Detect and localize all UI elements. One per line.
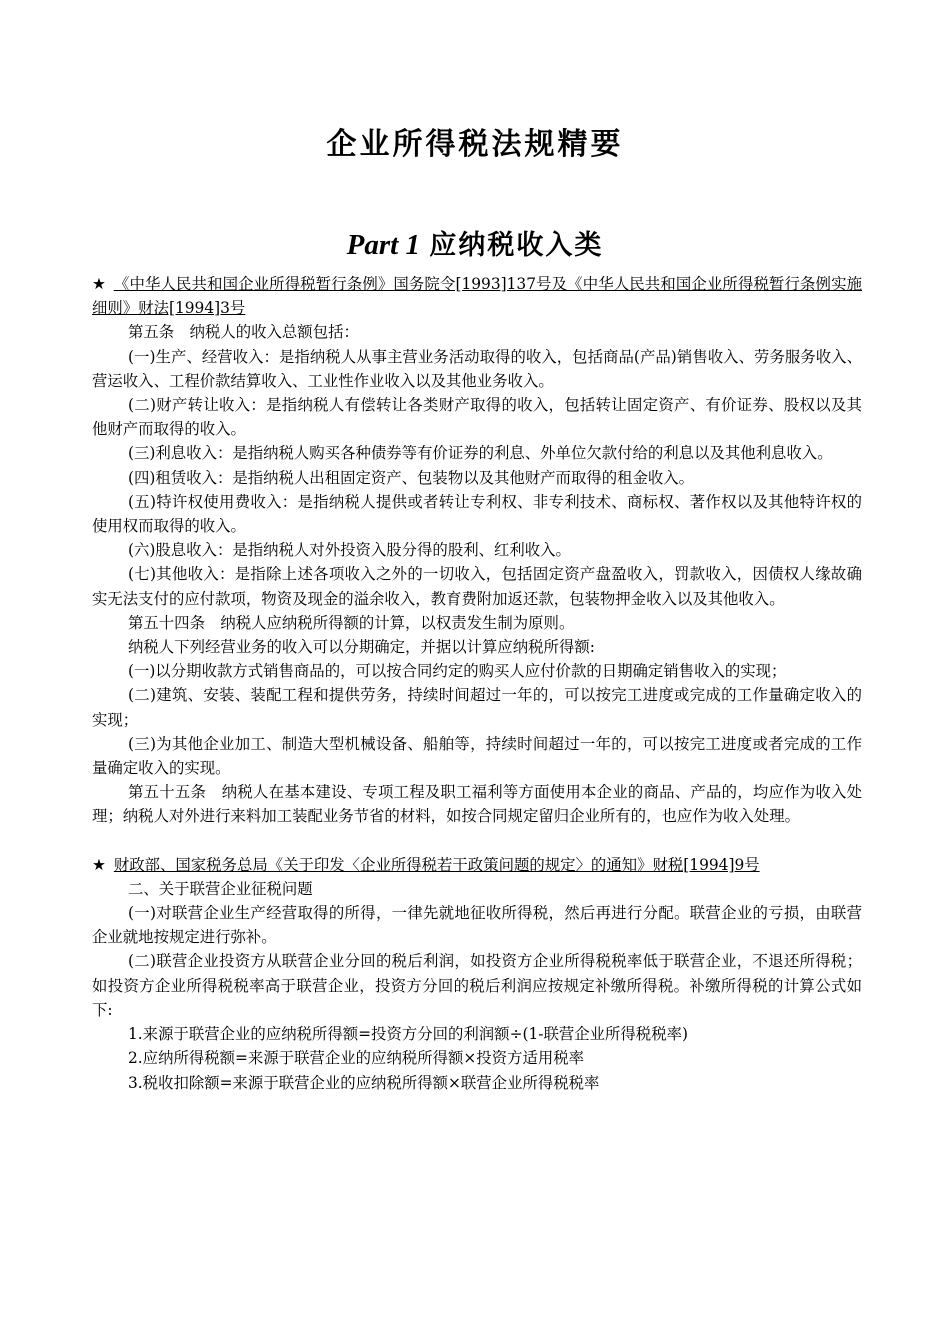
document-title: 企业所得税法规精要 [326,127,624,162]
formula-line: 2.应纳所得税额=来源于联营企业的应纳税所得额×投资方适用税率 [128,1049,585,1068]
formula-line: 1.来源于联营企业的应纳税所得额=投资方分回的利润额÷(1-联营企业所得税税率) [128,1025,688,1044]
clause-paragraph: (三)利息收入：是指纳税人购买各种债券等有价证券的利息、外单位欠款付给的利息以及其他利息收入。 [128,444,833,463]
clause-paragraph: (二)建筑、安装、装配工程和提供劳务，持续时间超过一年的，可以按完工进度或完成的工作量确定收入的实现； [92,686,862,729]
clause-paragraph: (四)租赁收入：是指纳税人出租固定资产、包装物以及其他财产而取得的租金收入。 [128,468,695,487]
source-citation-2 [92,853,862,877]
clause-paragraph: (一)对联营企业生产经营取得的所得，一律先就地征收所得税，然后再进行分配。联营企业的亏损，由联营企业就地按规定进行弥补。 [92,904,862,947]
star-icon: ★ [92,275,106,293]
clause-paragraph: (一)以分期收款方式销售商品的，可以按合同约定的购买人应付价款的日期确定销售收入的实现； [128,662,787,681]
section-heading: 二、关于联营企业征税问题 [128,879,313,898]
clause-paragraph: 纳税人下列经营业务的收入可以分期确定，并据以计算应纳税所得额: [128,638,595,657]
article-55-paragraph: 第五十五条 纳税人在基本建设、专项工程及职工福利等方面使用本企业的商品、产品的，均应作为收入处理；纳税人对外进行来料加工装配业务节省的材料，如按合同规定留归企业所有的，也应作为收入处理。 [92,783,862,826]
article-5-heading: 第五条 纳税人的收入总额包括： [128,323,359,342]
star-icon: ★ [92,855,106,874]
clause-paragraph: (三)为其他企业加工、制造大型机械设备、船舶等，持续时间超过一年的，可以按完工进度或者完成的工作量确定收入的实现。 [92,734,862,778]
formula-line: 3.税收扣除额=来源于联营企业的应纳税所得额×联营企业所得税税率 [128,1073,600,1092]
part-label: Part 1 [346,229,420,261]
part-heading [0,222,950,269]
article-54-paragraph: 第五十四条 纳税人应纳税所得额的计算，以权责发生制为原则。 [128,613,575,632]
clause-paragraph: (一)生产、经营收入：是指纳税人从事主营业务活动取得的收入，包括商品(产品)销售收入、劳务服务收入、营运收入、工程价款结算收入、工业性作业收入以及其他业务收入。 [92,347,862,390]
source-citation-1 [92,272,862,320]
clause-paragraph: (六)股息收入：是指纳税人对外投资入股分得的股利、红利收入。 [128,541,571,560]
clause-paragraph: (二)财产转让收入：是指纳税人有偿转让各类财产取得的收入，包括转让固定资产、有价证券、股权以及其他财产而取得的收入。 [92,396,862,439]
document-body [92,272,862,1095]
source-citation-text: 财政部、国家税务总局《关于印发〈企业所得税若干政策问题的规定〉的通知》财税[1994]9号 [113,855,760,874]
clause-paragraph: (五)特许权使用费收入：是指纳税人提供或者转让专利权、非专利技术、商标权、著作权以及其他特许权的使用权而取得的收入。 [92,492,862,536]
clause-paragraph: (二)联营企业投资方从联营企业分回的税后利润，如投资方企业所得税税率低于联营企业，不退还所得税；如投资方企业所得税税率高于联营企业，投资方分回的税后利润应按规定补缴所得税。补缴所得税的计算公式如下: [92,952,862,1019]
part-name: 应纳税收入类 [429,230,604,261]
clause-paragraph: (七)其他收入：是指除上述各项收入之外的一切收入，包括固定资产盘盈收入，罚款收入，因债权人缘故确实无法支付的应付款项，物资及现金的溢余收入，教育费附加返还款，包装物押金收入以及其他收入。 [92,565,862,608]
source-citation-text: 《中华人民共和国企业所得税暂行条例》国务院令[1993]137号及《中华人民共和国企业所得税暂行条例实施细则》财法[1994]3号 [92,275,862,318]
section-spacer [92,829,862,853]
